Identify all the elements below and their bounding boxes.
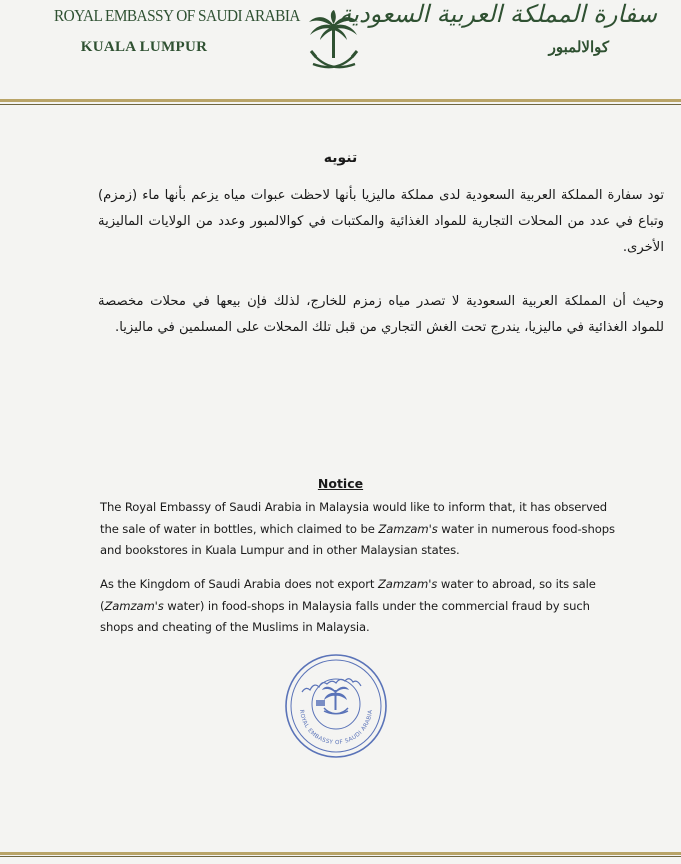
english-paragraph-2: As the Kingdom of Saudi Arabia does not export Zamzam's water to abroad, so its sale (Zamzam's water) in food-shops in Malaysia falls under the commercial fraud by such shops and cheating of the Muslims in Malaysia. [100, 577, 596, 634]
seal-inner-text: ROYAL EMBASSY OF SAUDI ARABIA [297, 709, 375, 747]
embassy-name-arabic: سفارة المملكة العربية السعودية [339, 0, 657, 28]
arabic-paragraph-1: تود سفارة المملكة العربية السعودية لدى مملكة ماليزيا بأنها لاحظت عبوات مياه يزعم بأنها ماء (زمزم) وتباع في عدد من المحلات التجارية للمواد الغذائية والمكتبات في كوالالمبور وعدد من الولايات الماليزية الأخرى. [98, 188, 664, 255]
notice-title: Notice [317, 476, 364, 491]
arabic-title: تنويه [323, 150, 358, 166]
english-paragraph-1: The Royal Embassy of Saudi Arabia in Malaysia would like to inform that, it has observed the sale of water in bottles, which claimed to be Zamzam's water in numerous food-shops and bookstores in Kuala Lumpur and in other Malaysian states. [100, 500, 615, 557]
header-divider [0, 99, 681, 106]
svg-text:ROYAL EMBASSY OF SAUDI ARABIA [298, 709, 374, 746]
city-name-english: KUALA LUMPUR [80, 39, 208, 55]
embassy-seal-icon [282, 652, 390, 760]
footer-divider [0, 852, 681, 858]
embassy-name-english: ROYAL EMBASSY OF SAUDI ARABIA [54, 6, 300, 25]
arabic-paragraph-2: وحيث أن المملكة العربية السعودية لا تصدر مياه زمزم للخارج، لذلك فإن بيعها في محلات مخصصة للمواد الغذائية في ماليزيا، يندرج تحت الغش التجاري من قبل تلك المحلات على المسلمين في ماليزيا. [98, 294, 664, 335]
letterhead-english [44, 6, 300, 56]
letterhead-arabic [339, 0, 657, 56]
city-name-arabic: كوالالمبور [548, 38, 609, 56]
